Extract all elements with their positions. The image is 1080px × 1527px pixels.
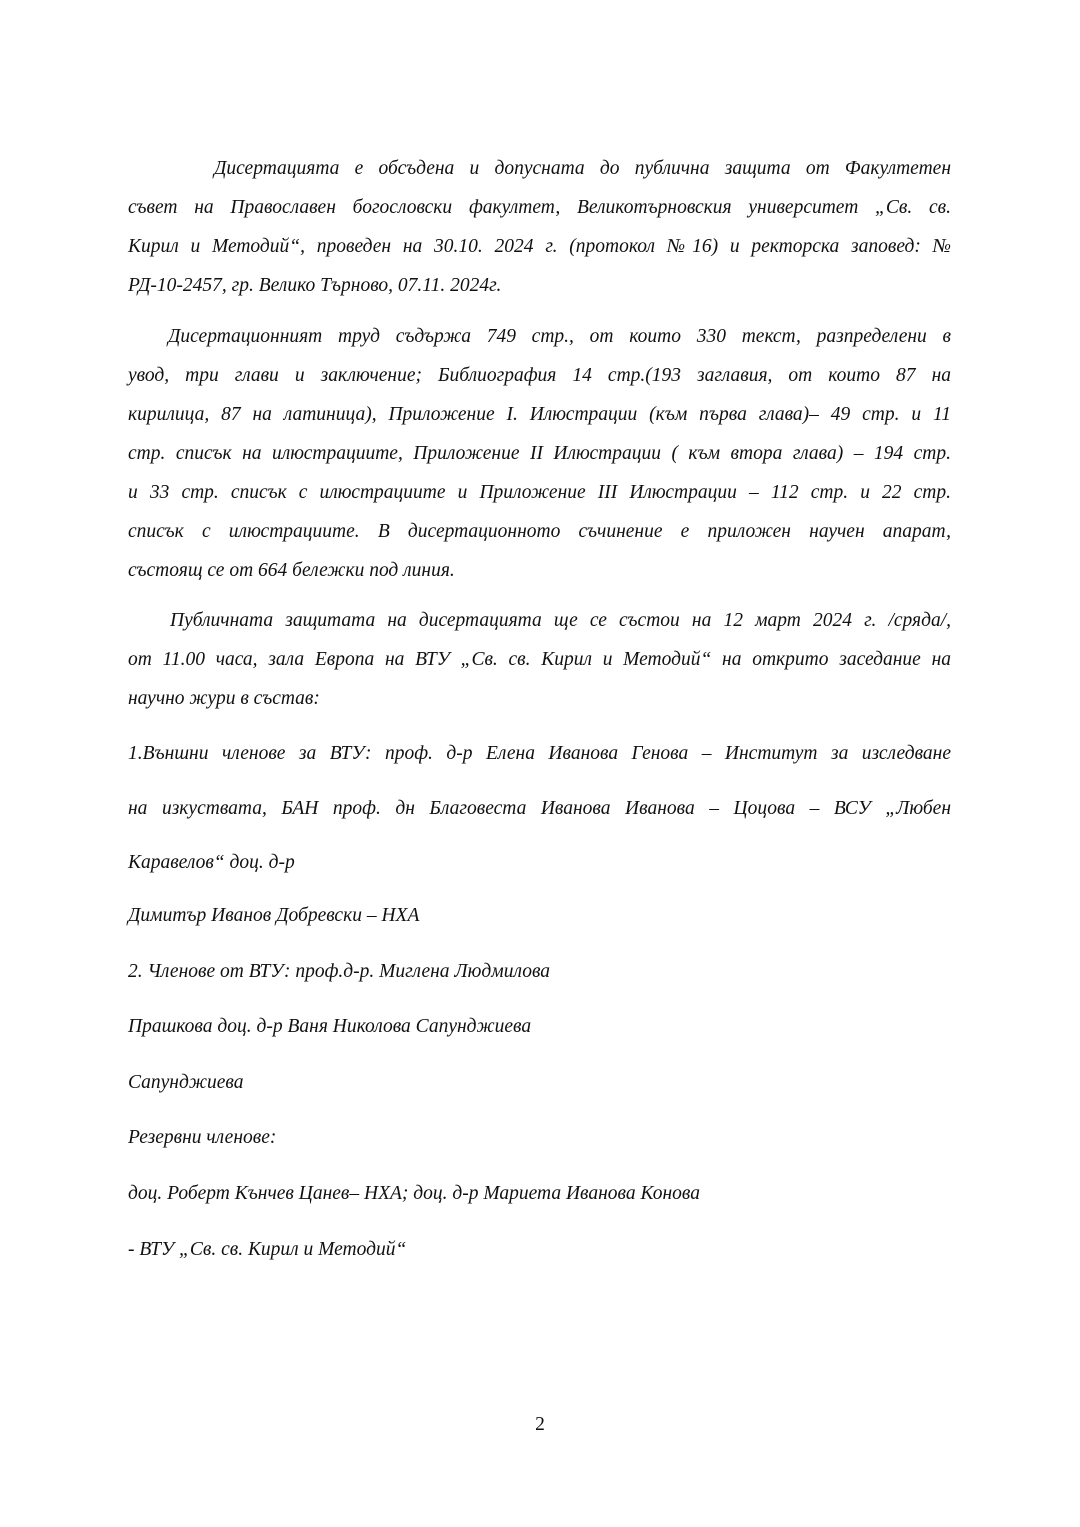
jury-external-line-4: Димитър Иванов Добревски – НХА <box>128 905 420 926</box>
jury-external-line-3: Каравелов“ доц. д-р <box>128 852 295 873</box>
jury-external-line-1: 1.Външни членове за ВТУ: проф. д-р Елена Иванова Генова – Институт за изследване <box>128 743 951 764</box>
paragraph-3-line-3: научно жури в състав: <box>128 688 320 709</box>
paragraph-2-line-7: състоящ се от 664 бележки под линия. <box>128 560 455 581</box>
page-number: 2 <box>535 1414 545 1435</box>
paragraph-1-line-2: съвет на Православен богословски факултет, Великотърновския университет „Св. св. <box>128 197 951 218</box>
paragraph-2-line-1: Дисертационният труд съдържа 749 стр., от които 330 текст, разпределени в <box>168 326 951 347</box>
jury-external-line-2: на изкуствата, БАН проф. дн Благовеста Иванова Иванова – Цоцова – ВСУ „Любен <box>128 798 951 819</box>
paragraph-1-line-3: Кирил и Методий“, проведен на 30.10. 2024 г. (протокол №16) и ректорска заповед: № <box>128 236 951 257</box>
paragraph-2-line-2: увод, три глави и заключение; Библиография 14 стр.(193 заглавия, от които 87 на <box>128 365 951 386</box>
paragraph-3-line-1: Публичната защитата на дисертацията ще се състои на 12 март 2024 г. /сряда/, <box>170 610 951 631</box>
jury-internal-line-3: Сапунджиева <box>128 1072 244 1093</box>
jury-internal-line-1: 2. Членове от ВТУ: проф.д-р. Миглена Людмилова <box>128 961 551 982</box>
paragraph-2-line-5: и 33 стр. списък с илюстрациите и Приложение III Илюстрации – 112 стр. и 22 стр. <box>128 482 951 503</box>
paragraph-2-line-3: кирилица, 87 на латиница), Приложение I. Илюстрации (към първа глава)– 49 стр. и 11 <box>128 404 951 425</box>
jury-internal-line-2: Прашкова доц. д-р Ваня Николова Сапунджиева <box>128 1016 532 1037</box>
paragraph-2-line-4: стр. списък на илюстрациите, Приложение II Илюстрации ( към втора глава) – 194 стр. <box>128 443 951 464</box>
paragraph-3-line-2: от 11.00 часа, зала Европа на ВТУ „Св. св. Кирил и Методий“ на открито заседание на <box>128 649 951 670</box>
paragraph-1-line-4: РД-10-2457, гр. Велико Търново, 07.11. 2024г. <box>128 275 502 296</box>
reserve-members-heading: Резервни членове: <box>128 1127 277 1148</box>
reserve-members-line-2: - ВТУ „Св. св. Кирил и Методий“ <box>128 1239 407 1260</box>
paragraph-2-line-6: списък с илюстрациите. В дисертационното съчинение е приложен научен апарат, <box>128 521 951 542</box>
reserve-members-line-1: доц. Роберт Кънчев Цанев– НХА; доц. д-р Мариета Иванова Конова <box>128 1183 700 1204</box>
paragraph-1-line-1: Дисертацията е обсъдена и допусната до публична защита от Факултетен <box>214 158 951 179</box>
